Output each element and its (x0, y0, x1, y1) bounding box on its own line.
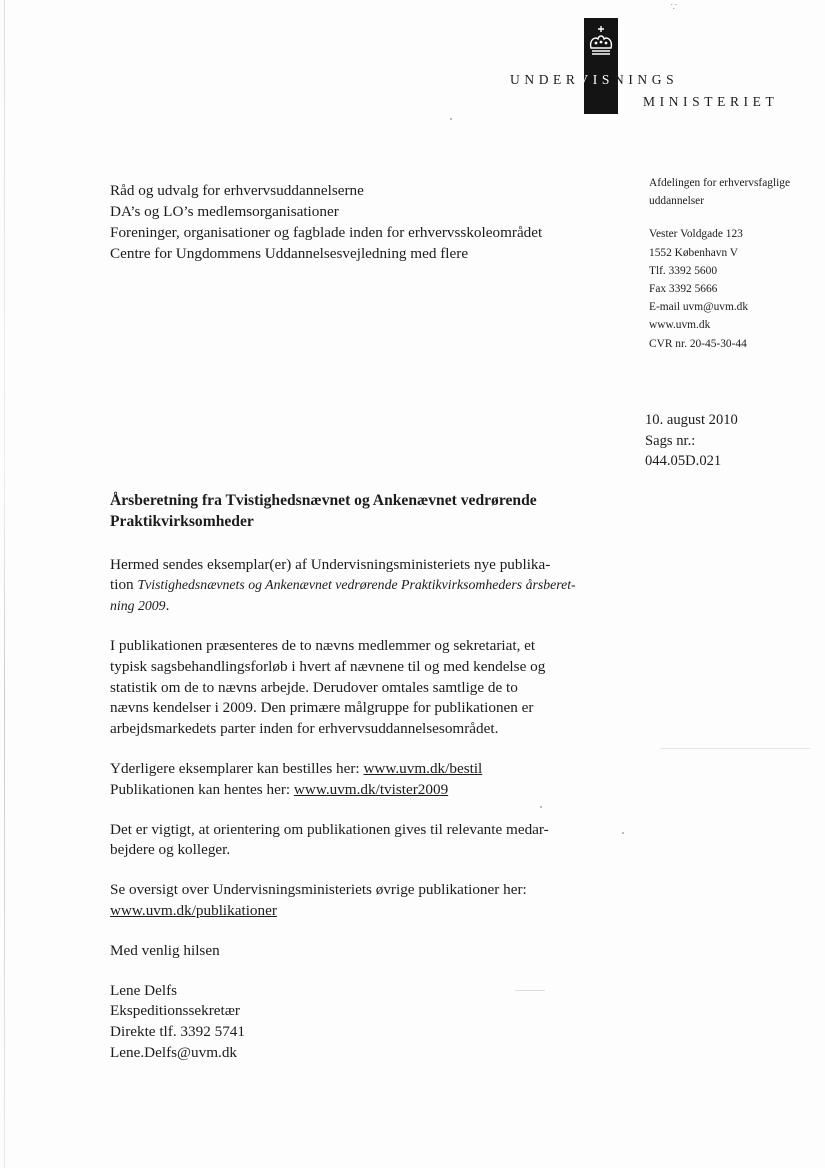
scan-mark: ∵ (670, 2, 677, 13)
fax-line: Fax 3392 5666 (649, 283, 718, 296)
address-line: Vester Voldgade 123 (649, 228, 743, 241)
body-text: tion (110, 576, 138, 594)
case-number: 044.05D.021 (645, 453, 722, 469)
phone-line: Tlf. 3392 5600 (649, 264, 718, 277)
download-link[interactable]: www.uvm.dk/tvister2009 (293, 780, 449, 798)
letter-date: 10. august 2010 (645, 412, 738, 428)
email-line: E-mail uvm@uvm.dk (649, 301, 749, 314)
department-line: uddannelser (649, 195, 705, 208)
body-text: Yderligere eksemplarer kan bestilles her: (110, 759, 364, 777)
body-line (110, 759, 580, 780)
logo-text-under: UNDER (510, 72, 579, 87)
body-line: arbejdsmarkedets parter inden for erhvervsuddannelsesområdet. (110, 720, 499, 738)
body-line: nævns kendelser i 2009. Den primære målgruppe for publikationen er (110, 699, 534, 717)
crown-icon (587, 24, 615, 58)
body-line: I publikationen præsenteres de to nævns medlemmer og sekretariat, et (110, 636, 536, 654)
body-line: bejdere og kolleger. (110, 841, 231, 859)
recipient-list (110, 180, 542, 264)
ministry-logo-block (584, 18, 618, 114)
body-text: . (165, 597, 170, 615)
body-line: Hermed sendes eksemplar(er) af Undervisningsministeriets nye publika- (110, 555, 551, 573)
body-line: Se oversigt over Undervisningsministeriets øvrige publikationer her: (110, 881, 527, 899)
department-line: Afdelingen for erhvervsfaglige (649, 177, 791, 189)
order-link[interactable]: www.uvm.dk/bestil (363, 759, 483, 777)
recipient-line: Råd og udvalg for erhvervsuddannelserne (110, 182, 364, 199)
logo-wordmark-line1 (510, 72, 678, 88)
recipient-line: Foreninger, organisationer og fagblade inden for erhvervsskoleområdet (110, 224, 543, 241)
scan-speck (540, 806, 542, 808)
scan-speck (450, 118, 452, 120)
paragraph-description (110, 636, 580, 740)
scan-speck (515, 990, 545, 991)
case-label: Sags nr.: (645, 432, 696, 449)
signer-title: Ekspeditionssekretær (110, 1002, 240, 1020)
publications-link[interactable]: www.uvm.dk/publikationer (110, 901, 277, 919)
body-line (110, 780, 580, 801)
body-line (110, 596, 580, 617)
cvr-line: CVR nr. 20-45-30-44 (649, 337, 747, 350)
scan-edge (4, 0, 5, 1168)
logo-text-nings: NINGS (613, 72, 679, 87)
recipient-line: DA’s og LO’s medlemsorganisationer (110, 203, 339, 220)
publication-title: ning 2009 (110, 598, 166, 614)
body-line (110, 575, 580, 596)
letter-body (110, 491, 580, 1064)
date-block (645, 410, 738, 472)
heading-line: Årsberetning fra Tvistighedsnævnet og Ankenævnet vedrørende (110, 492, 537, 509)
sender-info (649, 174, 790, 353)
logo-wordmark-line2: MINISTERIET (643, 94, 779, 109)
paragraph-distribution (110, 820, 580, 862)
website-line: www.uvm.dk (649, 319, 711, 332)
body-line: statistik om de to nævns arbejde. Derudover omtales samtlige de to (110, 678, 518, 696)
signer-email: Lene.Delfs@uvm.dk (110, 1043, 238, 1061)
body-line: Det er vigtigt, at orientering om publikationen gives til relevante medar- (110, 820, 549, 838)
logo-text-vis: VIS (578, 72, 614, 87)
signer-phone: Direkte tlf. 3392 5741 (110, 1023, 245, 1041)
address-line: 1552 København V (649, 246, 739, 259)
heading-line: Praktikvirksomheder (110, 512, 254, 530)
recipient-line: Centre for Ungdommens Uddannelsesvejledning med flere (110, 245, 469, 262)
body-line: typisk sagsbehandlingsforløb i hvert af nævnene til og med kendelse og (110, 657, 546, 675)
signature-block (110, 981, 580, 1064)
scan-speck (660, 748, 810, 749)
paragraph-links (110, 759, 580, 801)
signer-name: Lene Delfs (110, 981, 178, 999)
greeting: Med venlig hilsen (110, 941, 220, 959)
letter-heading (110, 491, 580, 533)
scan-speck (622, 832, 624, 834)
publication-title: Tvistighedsnævnets og Ankenævnet vedrørende Praktikvirksomheders årsberet- (137, 577, 576, 593)
paragraph-intro (110, 555, 580, 617)
paragraph-overview (110, 880, 580, 922)
body-line (110, 901, 580, 922)
body-text: Publikationen kan hentes her: (110, 780, 294, 798)
